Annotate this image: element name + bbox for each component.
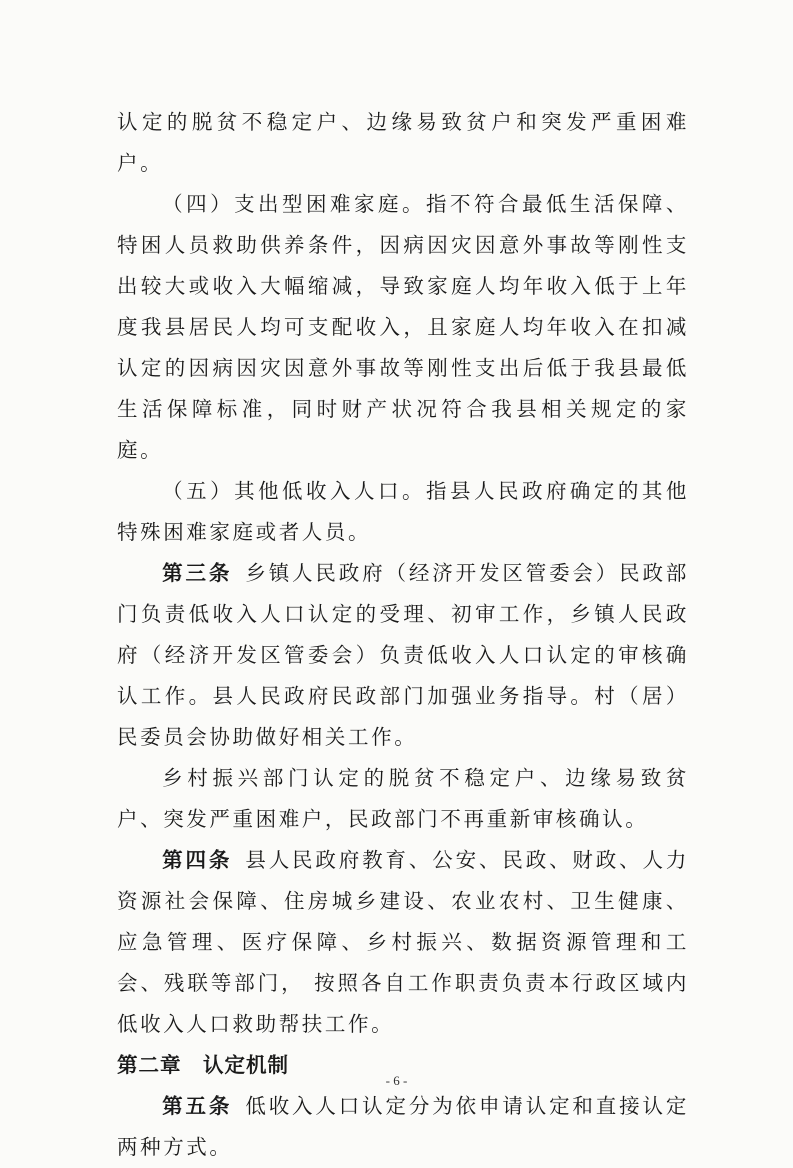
paragraph-continuation <box>117 102 689 184</box>
article-heading: 第三条 <box>162 561 233 585</box>
paragraph-text: 低收入人口认定分为依申请认定和直接认定两种方式。 <box>117 1094 689 1159</box>
document-body <box>117 102 689 1168</box>
paragraph-text: （四）支出型困难家庭。指不符合最低生活保障、特困人员救助供养条件，因病因灾因意外事故等刚性支出较大或收入大幅缩减，导致家庭人均年收入低于上年度我县居民人均可支配收入，且家庭人均年收入在扣减认定的因病因灾因意外事故等刚性支出后低于我县最低生活保障标准，同时财产状况符合我县相关规定的家庭。 <box>117 192 689 462</box>
paragraph-text: 认定的脱贫不稳定户、边缘易致贫户和突发严重困难户。 <box>117 110 689 175</box>
article-heading: 第四条 <box>162 848 233 872</box>
article-4 <box>117 840 689 1045</box>
paragraph-text: （五）其他低收入人口。指县人民政府确定的其他特殊困难家庭或者人员。 <box>117 479 689 544</box>
paragraph-rural-revitalization <box>117 758 689 840</box>
paragraph-item-5 <box>117 471 689 553</box>
article-heading: 第五条 <box>162 1094 233 1118</box>
page-number: - 6 - <box>385 1073 408 1088</box>
paragraph-text: 乡村振兴部门认定的脱贫不稳定户、边缘易致贫户、突发严重困难户，民政部门不再重新审核确认。 <box>117 766 689 831</box>
chapter-heading: 第二章 认定机制 <box>117 1053 289 1077</box>
article-5 <box>117 1086 689 1168</box>
paragraph-item-4 <box>117 184 689 471</box>
paragraph-text: 县人民政府教育、公安、民政、财政、人力资源社会保障、住房城乡建设、农业农村、卫生健康、应急管理、医疗保障、乡村振兴、数据资源管理和工会、残联等部门， 按照各自工作职责负责本行政区域内低收入人口救助帮扶工作。 <box>117 848 689 1036</box>
article-3 <box>117 553 689 758</box>
paragraph-text: 乡镇人民政府（经济开发区管委会）民政部门负责低收入人口认定的受理、初审工作，乡镇人民政府（经济开发区管委会）负责低收入人口认定的审核确认工作。县人民政府民政部门加强业务指导。村（居）民委员会协助做好相关工作。 <box>117 561 689 749</box>
